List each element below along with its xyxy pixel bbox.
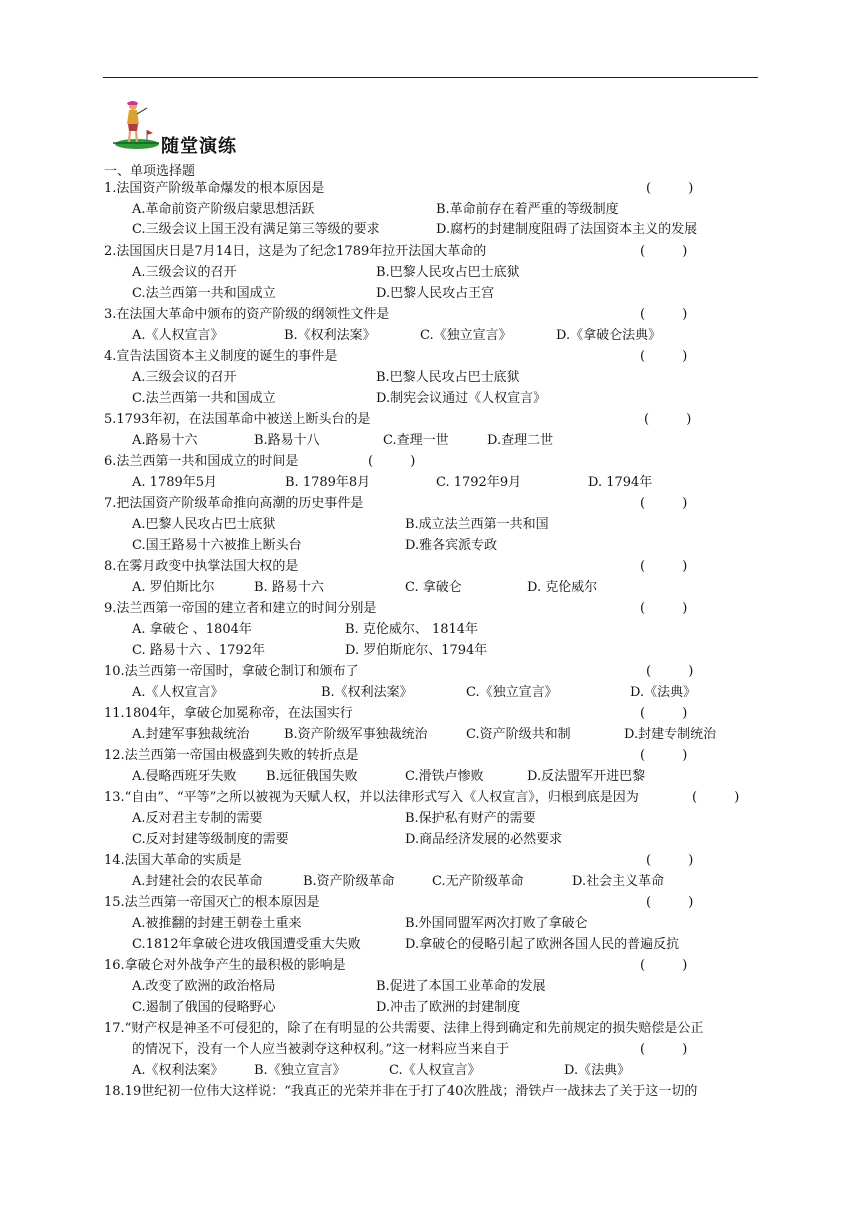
answer-bracket-8: ( ) — [640, 559, 688, 574]
q6-option-c: C. 1792年9月 — [436, 475, 522, 490]
q3-option-c: C.《独立宣言》 — [420, 328, 512, 343]
question-8-stem: 8.在雾月政变中执掌法国大权的是 — [104, 559, 299, 574]
q8-option-c: C. 拿破仑 — [405, 580, 462, 595]
q13-option-b: B.保护私有财产的需要 — [405, 811, 536, 826]
question-10-stem: 10.法兰西第一帝国时，拿破仑制订和颁布了 — [104, 664, 359, 679]
q15-option-b: B.外国同盟军两次打败了拿破仑 — [405, 916, 588, 931]
q12-option-b: B.远征俄国失败 — [266, 769, 358, 784]
q10-option-a: A.《人权宣言》 — [132, 685, 224, 700]
answer-bracket-1: ( ) — [646, 181, 694, 196]
q14-option-c: C.无产阶级革命 — [432, 874, 524, 889]
q6-option-d: D. 1794年 — [588, 475, 653, 490]
q7-option-b: B.成立法兰西第一共和国 — [405, 517, 549, 532]
question-1-stem: 1.法国资产阶级革命爆发的根本原因是 — [104, 181, 325, 196]
q11-option-d: D.封建专制统治 — [624, 727, 717, 742]
question-15-stem: 15.法兰西第一帝国灭亡的根本原因是 — [104, 895, 320, 910]
q9-option-b: B. 克伦威尔、 1814年 — [345, 622, 479, 637]
q6-option-b: B. 1789年8月 — [285, 475, 371, 490]
q11-option-a: A.封建军事独裁统治 — [132, 727, 250, 742]
q4-option-d: D.制宪会议通过《人权宣言》 — [376, 391, 547, 406]
answer-bracket-10: ( ) — [646, 664, 694, 679]
answer-bracket-16: ( ) — [640, 958, 688, 973]
question-7-stem: 7.把法国资产阶级革命推向高潮的历史事件是 — [104, 496, 364, 511]
question-16-stem: 16.拿破仑对外战争产生的最积极的影响是 — [104, 958, 346, 973]
q16-option-c: C.遏制了俄国的侵略野心 — [132, 1000, 276, 1015]
q11-option-c: C.资产阶级共和制 — [466, 727, 571, 742]
q17-option-d: D.《法典》 — [564, 1063, 631, 1078]
q1-option-d: D.腐朽的封建制度阻碍了法国资本主义的发展 — [436, 222, 698, 237]
q10-option-b: B.《权利法案》 — [321, 685, 413, 700]
q17-option-a: A.《权利法案》 — [132, 1063, 224, 1078]
q10-option-c: C.《独立宣言》 — [466, 685, 558, 700]
question-5-stem: 5.1793年初，在法国革命中被送上断头台的是 — [104, 412, 371, 427]
answer-bracket-9: ( ) — [640, 601, 688, 616]
answer-bracket-11: ( ) — [640, 706, 688, 721]
q16-option-a: A.改变了欧洲的政治格局 — [132, 979, 276, 994]
q14-option-a: A.封建社会的农民革命 — [132, 874, 263, 889]
q5-option-d: D.查理二世 — [487, 433, 554, 448]
q4-option-c: C.法兰西第一共和国成立 — [132, 391, 276, 406]
q5-option-a: A.路易十六 — [132, 433, 198, 448]
question-12-stem: 12.法兰西第一帝国由极盛到失败的转折点是 — [104, 748, 359, 763]
question-18-stem: 18.19世纪初一位伟大这样说：“我真正的光荣并非在于打了40次胜战；滑铁卢一战抹去了关于这一切的 — [104, 1084, 698, 1099]
answer-bracket-14: ( ) — [646, 853, 694, 868]
header-rule — [103, 77, 758, 78]
q12-option-d: D.反法盟军开进巴黎 — [527, 769, 646, 784]
page-title: 随堂演练 — [161, 136, 237, 157]
answer-bracket-6: ( ) — [368, 454, 416, 469]
answer-bracket-3: ( ) — [640, 307, 688, 322]
answer-bracket-12: ( ) — [640, 748, 688, 763]
q8-option-b: B. 路易十六 — [254, 580, 324, 595]
q8-option-a: A. 罗伯斯比尔 — [132, 580, 215, 595]
answer-bracket-15: ( ) — [646, 895, 694, 910]
answer-bracket-2: ( ) — [640, 244, 688, 259]
question-13-stem: 13.“自由”、“平等”之所以被视为天赋人权，并以法律形式写入《人权宣言》，归根到底是因为 — [104, 790, 639, 805]
q7-option-d: D.雅各宾派专政 — [405, 538, 498, 553]
q1-option-c: C.三级会议上国王没有满足第三等级的要求 — [132, 222, 380, 237]
q12-option-c: C.滑铁卢惨败 — [405, 769, 484, 784]
q15-option-a: A.被推翻的封建王朝卷土重来 — [132, 916, 302, 931]
question-2-stem: 2.法国国庆日是7月14日，这是为了纪念1789年拉开法国大革命的 — [104, 244, 487, 259]
section-label: 一、单项选择题 — [104, 164, 196, 179]
q3-option-d: D.《拿破仑法典》 — [556, 328, 662, 343]
q5-option-c: C.查理一世 — [383, 433, 449, 448]
q15-option-d: D.拿破仑的侵略引起了欧洲各国人民的普遍反抗 — [405, 937, 680, 952]
q7-option-a: A.巴黎人民攻占巴士底狱 — [132, 517, 276, 532]
q6-option-a: A. 1789年5月 — [132, 475, 218, 490]
question-4-stem: 4.宣告法国资本主义制度的诞生的事件是 — [104, 349, 338, 364]
question-9-stem: 9.法兰西第一帝国的建立者和建立的时间分别是 — [104, 601, 377, 616]
q14-option-d: D.社会主义革命 — [572, 874, 665, 889]
q7-option-c: C.国王路易十六被推上断头台 — [132, 538, 302, 553]
q3-option-a: A.《人权宣言》 — [132, 328, 224, 343]
q17-option-c: C.《人权宣言》 — [389, 1063, 481, 1078]
q9-option-d: D. 罗伯斯庇尔、1794年 — [345, 643, 488, 658]
q2-option-a: A.三级会议的召开 — [132, 265, 237, 280]
answer-bracket-4: ( ) — [640, 349, 688, 364]
q13-option-c: C.反对封建等级制度的需要 — [132, 832, 289, 847]
q9-option-c: C. 路易十六 、1792年 — [132, 643, 265, 658]
q9-option-a: A. 拿破仑 、1804年 — [132, 622, 252, 637]
q16-option-b: B.促进了本国工业革命的发展 — [376, 979, 546, 994]
q4-option-b: B.巴黎人民攻占巴士底狱 — [376, 370, 520, 385]
q13-option-a: A.反对君主专制的需要 — [132, 811, 263, 826]
answer-bracket-17: ( ) — [640, 1042, 688, 1057]
q2-option-b: B.巴黎人民攻占巴士底狱 — [376, 265, 520, 280]
section-heading — [113, 100, 273, 156]
q17-option-b: B.《独立宣言》 — [254, 1063, 346, 1078]
question-3-stem: 3.在法国大革命中颁布的资产阶级的纲领性文件是 — [104, 307, 390, 322]
question-17-stem: 17.“财产权是神圣不可侵犯的，除了在有明显的公共需要、法律上得到确定和先前规定的损失赔偿是公正 — [104, 1021, 704, 1036]
q16-option-d: D.冲击了欧洲的封建制度 — [376, 1000, 521, 1015]
question-17-stem-cont: 的情况下，没有一个人应当被剥夺这种权利。”这一材料应当来自于 — [132, 1042, 510, 1057]
question-14-stem: 14.法国大革命的实质是 — [104, 853, 242, 868]
q5-option-b: B.路易十八 — [254, 433, 320, 448]
answer-bracket-5: ( ) — [644, 412, 692, 427]
q11-option-b: B.资产阶级军事独裁统治 — [284, 727, 428, 742]
question-11-stem: 11.1804年，拿破仑加冕称帝，在法国实行 — [104, 706, 353, 721]
q10-option-d: D.《法典》 — [630, 685, 697, 700]
q8-option-d: D. 克伦威尔 — [527, 580, 598, 595]
golfer-icon — [113, 100, 163, 156]
question-6-stem: 6.法兰西第一共和国成立的时间是 — [104, 454, 299, 469]
q13-option-d: D.商品经济发展的必然要求 — [405, 832, 563, 847]
q2-option-d: D.巴黎人民攻占王宫 — [376, 286, 495, 301]
q1-option-a: A.革命前资产阶级启蒙思想活跃 — [132, 202, 315, 217]
q2-option-c: C.法兰西第一共和国成立 — [132, 286, 276, 301]
answer-bracket-13: ( ) — [692, 790, 740, 805]
q3-option-b: B.《权利法案》 — [284, 328, 376, 343]
q15-option-c: C.1812年拿破仑进攻俄国遭受重大失败 — [132, 937, 361, 952]
q4-option-a: A.三级会议的召开 — [132, 370, 237, 385]
q1-option-b: B.革命前存在着严重的等级制度 — [436, 202, 619, 217]
q14-option-b: B.资产阶级革命 — [303, 874, 395, 889]
q12-option-a: A.侵略西班牙失败 — [132, 769, 237, 784]
answer-bracket-7: ( ) — [640, 496, 688, 511]
